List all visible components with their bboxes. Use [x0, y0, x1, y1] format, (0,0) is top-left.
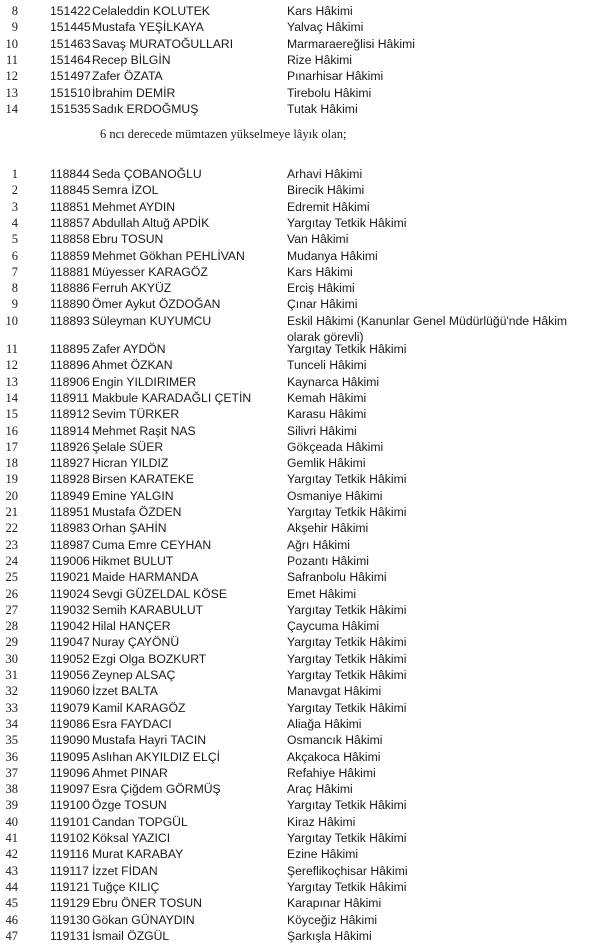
registry-number: 119060: [50, 684, 90, 699]
list-item: [0, 341, 600, 357]
registry-number: 119096: [50, 765, 90, 780]
position-title: Akşehir Hâkimi: [287, 521, 369, 536]
position-title: Yargıtay Tetkik Hâkimi: [287, 215, 407, 230]
list-item: [0, 634, 600, 650]
person-name: Ebru TOSUN: [92, 232, 164, 247]
person-name: Mustafa ÖZDEN: [92, 505, 182, 519]
registry-number: 118912: [50, 407, 90, 422]
registry-number: 118858: [50, 232, 90, 247]
list-item: [0, 199, 600, 215]
position-title: Yargıtay Tetkik Hâkimi: [287, 831, 407, 845]
person-name: Sevgi GÜZELDAL KÖSE: [92, 586, 228, 601]
person-name: Semra İZOL: [92, 183, 159, 198]
item-number: 44: [5, 879, 18, 894]
position-title: Yargıtay Tetkik Hâkimi: [287, 602, 407, 617]
position-title: Yargıtay Tetkik Hâkimi: [287, 668, 407, 682]
position-title: Çaycuma Hâkimi: [287, 619, 380, 634]
person-name: Nuray ÇAYÖNÜ: [92, 635, 180, 650]
registry-number: 118906: [50, 374, 90, 389]
position-title: Kaynarca Hâkimi: [287, 374, 380, 389]
item-number: 26: [5, 586, 18, 601]
item-number: 27: [5, 602, 18, 617]
registry-number: 119101: [50, 814, 90, 829]
position-title: Kiraz Hâkimi: [287, 814, 356, 829]
person-name: Sevim TÜRKER: [92, 407, 180, 422]
position-title: Marmaraereğlisi Hâkimi: [287, 36, 415, 51]
person-name: Müyesser KARAGÖZ: [92, 264, 208, 279]
item-number: 14: [5, 101, 18, 116]
registry-number: 119086: [50, 716, 90, 731]
person-name: Mustafa Hayri TACIN: [92, 733, 207, 748]
item-number: 35: [5, 733, 18, 748]
item-number: 13: [5, 374, 18, 389]
person-name: Ebru ÖNER TOSUN: [92, 896, 202, 911]
item-number: 21: [5, 505, 18, 519]
list-item: [0, 928, 600, 944]
person-name: Gökan GÜNAYDIN: [92, 912, 195, 927]
registry-number: 118896: [50, 358, 90, 373]
position-title: Yargıtay Tetkik Hâkimi: [287, 342, 407, 356]
person-name: Cuma Emre CEYHAN: [92, 537, 212, 552]
person-name: Zafer ÖZATA: [92, 69, 163, 84]
person-name: Süleyman KUYUMCU: [92, 313, 212, 328]
registry-number: 119079: [50, 700, 90, 715]
person-name: Hicran YILDIZ: [92, 456, 169, 471]
list-item: [0, 732, 600, 748]
registry-number: 118983: [50, 521, 90, 536]
person-name: Seda ÇOBANOĞLU: [92, 167, 202, 181]
list-item: [0, 667, 600, 683]
position-title: Şarkışla Hâkimi: [287, 928, 372, 943]
item-number: 43: [5, 863, 18, 878]
person-name: Mehmet Gökhan PEHLİVAN: [92, 248, 245, 263]
registry-number: 118881: [50, 264, 90, 279]
registry-number: 118893: [50, 313, 90, 328]
registry-number: 151464: [50, 52, 91, 67]
list-item: [0, 52, 600, 68]
list-item: [0, 248, 600, 264]
person-name: Orhan ŞAHİN: [92, 521, 167, 536]
position-title: Pınarhisar Hâkimi: [287, 69, 384, 84]
position-title: Erciş Hâkimi: [287, 281, 355, 296]
position-title: Silivri Hâkimi: [287, 423, 357, 438]
position-title: Tutak Hâkimi: [287, 101, 358, 116]
position-title: Tunceli Hâkimi: [287, 358, 367, 373]
registry-number: 118914: [50, 423, 90, 438]
registry-number: 119116: [50, 847, 89, 862]
list-item: [0, 471, 600, 487]
list-item: [0, 390, 600, 406]
person-name: Semih KARABULUT: [92, 602, 204, 617]
person-name: Esra FAYDACI: [92, 716, 172, 731]
list-item: [0, 68, 600, 84]
registry-number: 118859: [50, 248, 90, 263]
position-title: Arhavi Hâkimi: [287, 167, 363, 181]
item-number: 10: [5, 313, 18, 328]
position-title: Çınar Hâkimi: [287, 297, 358, 312]
item-number: 7: [11, 264, 18, 279]
registry-number: 119090: [50, 733, 90, 748]
registry-number: 119024: [50, 586, 90, 601]
registry-number: 119117: [50, 863, 89, 878]
list-item: [0, 231, 600, 247]
person-name: Zafer AYDÖN: [92, 342, 166, 356]
registry-number: 151422: [50, 4, 91, 18]
position-title: Emet Hâkimi: [287, 586, 357, 601]
list-item: [0, 488, 600, 504]
list-item: [0, 602, 600, 618]
registry-number: 118928: [50, 472, 90, 487]
person-name: Emine YALGIN: [92, 488, 174, 503]
registry-number: 151535: [50, 101, 91, 116]
item-number: 15: [5, 407, 18, 422]
item-number: 46: [5, 912, 18, 927]
item-number: 8: [11, 4, 18, 18]
list-item: [0, 553, 600, 569]
registry-number: 119097: [50, 782, 90, 797]
registry-number: 119102: [50, 831, 90, 845]
item-number: 33: [5, 700, 18, 715]
item-number: 29: [5, 635, 18, 650]
list-item: [0, 166, 600, 182]
registry-number: 151445: [50, 20, 91, 35]
item-number: 12: [5, 358, 18, 373]
item-number: 30: [5, 651, 18, 666]
registry-number: 118951: [50, 505, 90, 519]
list-item: [0, 215, 600, 231]
list-item: [0, 683, 600, 699]
person-name: Celaleddin KOLUTEK: [92, 4, 210, 18]
registry-number: 119047: [50, 635, 90, 650]
person-name: İsmail ÖZGÜL: [92, 928, 170, 943]
list-item: [0, 651, 600, 667]
registry-number: 119056: [50, 668, 90, 682]
position-title: Manavgat Hâkimi: [287, 684, 382, 699]
list-item: [0, 374, 600, 390]
registry-number: 118926: [50, 439, 90, 454]
item-number: 31: [5, 668, 18, 682]
position-title: Araç Hâkimi: [287, 782, 353, 797]
item-number: 11: [5, 52, 18, 67]
position-title: Tirebolu Hâkimi: [287, 85, 372, 100]
list-item: [0, 895, 600, 911]
list-item: [0, 765, 600, 781]
list-item: [0, 101, 600, 117]
registry-number: 151497: [50, 69, 91, 84]
position-title: Mudanya Hâkimi: [287, 248, 378, 263]
person-name: Kamil KARAGÖZ: [92, 700, 186, 715]
person-name: Zeynep ALSAÇ: [92, 668, 176, 682]
list-item: [0, 846, 600, 862]
position-title: Ezine Hâkimi: [287, 847, 359, 862]
person-name: Candan TOPGÜL: [92, 814, 188, 829]
position-title: Eskil Hâkimi (Kanunlar Genel Müdürlüğü'nde Hâkim olarak görevli): [287, 313, 568, 344]
position-title: Ağrı Hâkimi: [287, 537, 350, 552]
list-item: [0, 313, 600, 344]
position-title: Edremit Hâkimi: [287, 199, 370, 214]
item-number: 6: [11, 248, 18, 263]
position-title: Osmancık Hâkimi: [287, 733, 383, 748]
list-item: [0, 182, 600, 198]
registry-number: 118987: [50, 537, 90, 552]
list-item: [0, 504, 600, 520]
person-name: Recep BİLGİN: [92, 52, 171, 67]
person-name: İzzet FİDAN: [92, 863, 158, 878]
list-item: [0, 700, 600, 716]
list-item: [0, 781, 600, 797]
list-item: [0, 618, 600, 634]
position-title: Van Hâkimi: [287, 232, 349, 247]
position-title: Safranbolu Hâkimi: [287, 570, 387, 585]
section-heading: 6 ncı derecede mümtazen yükselmeye lâyık olan;: [100, 127, 347, 141]
registry-number: 119100: [50, 798, 90, 813]
list-item: [0, 830, 600, 846]
registry-number: 119129: [50, 896, 90, 911]
position-title: Karapınar Hâkimi: [287, 896, 382, 911]
registry-number: 118851: [50, 199, 90, 214]
item-number: 19: [5, 472, 18, 487]
list-item: [0, 520, 600, 536]
list-item: [0, 423, 600, 439]
item-number: 3: [11, 199, 18, 214]
item-number: 13: [5, 85, 18, 100]
list-item: [0, 439, 600, 455]
person-name: Hilal HANÇER: [92, 619, 171, 634]
person-name: Şelale SÜER: [92, 439, 164, 454]
position-title: Yargıtay Tetkik Hâkimi: [287, 472, 407, 487]
item-number: 34: [5, 716, 18, 731]
list-item: [0, 85, 600, 101]
list-item: [0, 716, 600, 732]
item-number: 22: [5, 521, 18, 536]
list-item: [0, 797, 600, 813]
item-number: 11: [5, 342, 18, 356]
registry-number: 151510: [50, 85, 91, 100]
person-name: Ömer Aykut ÖZDOĞAN: [92, 297, 221, 312]
list-item: [0, 3, 600, 19]
position-title: Kars Hâkimi: [287, 4, 353, 18]
list-item: [0, 863, 600, 879]
person-name: Sadık ERDOĞMUŞ: [92, 101, 199, 116]
person-name: Abdullah Altuğ APDİK: [92, 215, 210, 230]
registry-number: 119021: [50, 570, 90, 585]
item-number: 5: [11, 232, 18, 247]
person-name: İzzet BALTA: [92, 684, 158, 699]
list-item: [0, 264, 600, 280]
item-number: 14: [5, 390, 18, 405]
position-title: Şereflikoçhisar Hâkimi: [287, 863, 408, 878]
person-name: Esra Çiğdem GÖRMÜŞ: [92, 782, 221, 797]
item-number: 47: [5, 928, 18, 943]
registry-number: 119052: [50, 651, 90, 666]
item-number: 9: [11, 297, 18, 312]
list-item: [0, 814, 600, 830]
registry-number: 119121: [50, 879, 90, 894]
registry-number: 151463: [50, 36, 91, 51]
position-title: Yargıtay Tetkik Hâkimi: [287, 505, 407, 519]
person-name: İbrahim DEMİR: [92, 85, 176, 100]
position-title: Rize Hâkimi: [287, 52, 353, 67]
item-number: 28: [5, 619, 18, 634]
list-item: [0, 912, 600, 928]
list-item: [0, 296, 600, 312]
item-number: 17: [5, 439, 18, 454]
person-name: Özge TOSUN: [92, 798, 167, 813]
item-number: 16: [5, 423, 18, 438]
position-title: Yargıtay Tetkik Hâkimi: [287, 700, 407, 715]
item-number: 24: [5, 553, 18, 568]
person-name: Mehmet Raşit NAS: [92, 423, 196, 438]
item-number: 1: [11, 167, 18, 181]
person-name: Hikmet BULUT: [92, 553, 174, 568]
item-number: 41: [5, 831, 18, 845]
item-number: 36: [5, 749, 18, 764]
person-name: Tuğçe KILIÇ: [92, 879, 160, 894]
registry-number: 118886: [50, 281, 90, 296]
list-item: [0, 455, 600, 471]
item-number: 39: [5, 798, 18, 813]
list-item: [0, 406, 600, 422]
registry-number: 119042: [50, 619, 90, 634]
item-number: 10: [5, 36, 18, 51]
person-name: Savaş MURATOĞULLARI: [92, 36, 234, 51]
list-item: [0, 569, 600, 585]
item-number: 40: [5, 814, 18, 829]
position-title: Birecik Hâkimi: [287, 183, 365, 198]
item-number: 25: [5, 570, 18, 585]
person-name: Mehmet AYDIN: [92, 199, 176, 214]
list-item: [0, 357, 600, 373]
item-number: 45: [5, 896, 18, 911]
position-title: Gökçeada Hâkimi: [287, 439, 384, 454]
registry-number: 119131: [50, 928, 90, 943]
item-number: 32: [5, 684, 18, 699]
registry-number: 118895: [50, 342, 90, 356]
position-title: Refahiye Hâkimi: [287, 765, 376, 780]
registry-number: 118927: [50, 456, 90, 471]
item-number: 23: [5, 537, 18, 552]
position-title: Aliağa Hâkimi: [287, 716, 362, 731]
registry-number: 118890: [50, 297, 90, 312]
item-number: 37: [5, 765, 18, 780]
person-name: Makbule KARADAĞLI ÇETİN: [92, 390, 252, 405]
item-number: 4: [11, 215, 18, 230]
position-title: Gemlik Hâkimi: [287, 456, 366, 471]
person-name: Maide HARMANDA: [92, 570, 199, 585]
position-title: Yargıtay Tetkik Hâkimi: [287, 879, 407, 894]
person-name: Ferruh AKYÜZ: [92, 281, 172, 296]
position-title: Akçakoca Hâkimi: [287, 749, 381, 764]
list-item: [0, 586, 600, 602]
person-name: Aslıhan AKYILDIZ ELÇİ: [92, 749, 221, 764]
registry-number: 119095: [50, 749, 90, 764]
list-item: [0, 749, 600, 765]
list-item: [0, 879, 600, 895]
position-title: Yargıtay Tetkik Hâkimi: [287, 635, 407, 650]
person-name: Ezgi Olga BOZKURT: [92, 651, 207, 666]
person-name: Ahmet PINAR: [92, 765, 168, 780]
list-item: [0, 19, 600, 35]
item-number: 12: [5, 69, 18, 84]
item-number: 18: [5, 456, 18, 471]
position-title: Kars Hâkimi: [287, 264, 353, 279]
item-number: 8: [11, 281, 18, 296]
position-title: Yargıtay Tetkik Hâkimi: [287, 651, 407, 666]
person-name: Köksal YAZICI: [92, 831, 171, 845]
registry-number: 119032: [50, 602, 90, 617]
person-name: Mustafa YEŞİLKAYA: [92, 20, 204, 35]
position-title: Köyceğiz Hâkimi: [287, 912, 378, 927]
item-number: 2: [11, 183, 18, 198]
person-name: Ahmet ÖZKAN: [92, 358, 173, 373]
list-item: [0, 537, 600, 553]
position-title: Yargıtay Tetkik Hâkimi: [287, 798, 407, 813]
registry-number: 118949: [50, 488, 90, 503]
registry-number: 119130: [50, 912, 90, 927]
registry-number: 118857: [50, 215, 90, 230]
registry-number: 118911: [50, 390, 89, 405]
position-title: Kemah Hâkimi: [287, 390, 367, 405]
item-number: 42: [5, 847, 18, 862]
list-item: [0, 280, 600, 296]
position-title: Pozantı Hâkimi: [287, 553, 369, 568]
item-number: 9: [11, 20, 18, 35]
person-name: Birsen KARATEKE: [92, 472, 195, 487]
registry-number: 118844: [50, 167, 90, 181]
registry-number: 118845: [50, 183, 90, 198]
item-number: 20: [5, 488, 18, 503]
person-name: Engin YILDIRIMER: [92, 374, 197, 389]
item-number: 38: [5, 782, 18, 797]
position-title: Osmaniye Hâkimi: [287, 488, 383, 503]
person-name: Murat KARABAY: [92, 847, 184, 862]
list-item: [0, 36, 600, 52]
position-title: Yalvaç Hâkimi: [287, 20, 364, 35]
position-title: Karasu Hâkimi: [287, 407, 367, 422]
registry-number: 119006: [50, 553, 90, 568]
